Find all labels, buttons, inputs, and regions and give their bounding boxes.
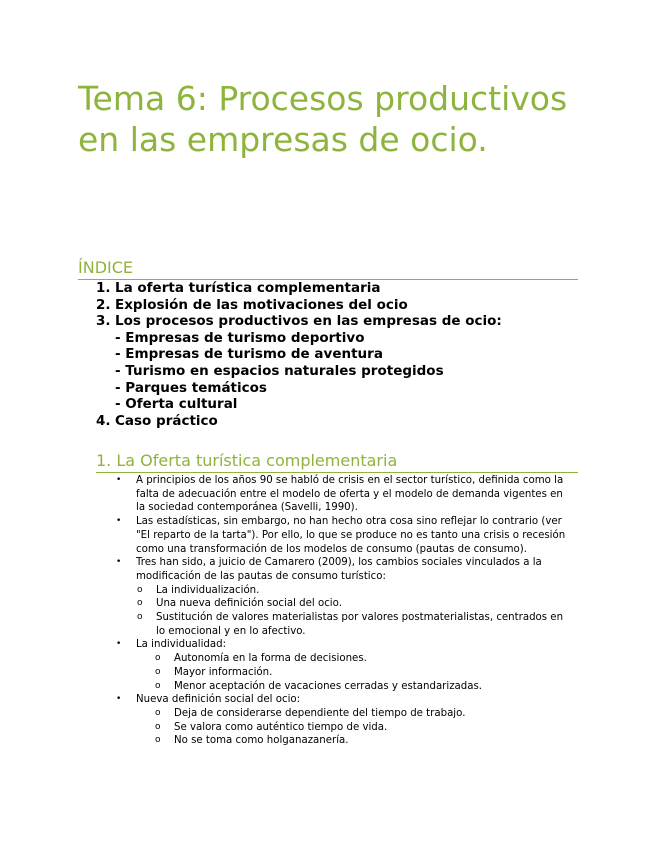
bullet-marker: • (116, 516, 122, 527)
toc-item-number: 3. (96, 313, 111, 330)
list-item-text: Se valora como auténtico tiempo de vida. (174, 721, 388, 733)
toc-subitem (96, 363, 556, 380)
toc-item-number: 1. (96, 280, 111, 296)
list-subitem (137, 611, 572, 638)
bullet-marker: o (155, 735, 161, 746)
bullet-marker: • (116, 694, 122, 705)
toc-subitem (96, 330, 556, 347)
toc-subitem-label: - Turismo en espacios naturales protegidos (115, 362, 444, 379)
list-item-text: Las estadísticas, sin embargo, no han hecho otra cosa sino reflejar lo contrario (ver "El reparto de la tarta"). Por ello, lo que se produce no es tanto una crisis o recesión como una transformación de los modelos de consumo (pautas de consumo). (136, 516, 566, 555)
list-item-text: Una nueva definición social del ocio. (156, 598, 342, 610)
list-item-text: Menor aceptación de vacaciones cerradas y estandarizadas. (174, 680, 483, 692)
bullet-marker: o (137, 584, 143, 595)
list-subitem (155, 666, 572, 680)
bullet-marker: o (155, 666, 161, 677)
bullet-marker: • (116, 639, 122, 650)
bullet-marker: o (155, 721, 161, 732)
list-item-text: Autonomía en la forma de decisiones. (174, 653, 367, 665)
page-title: Tema 6: Procesos productivos en las empresas de ocio. (78, 79, 568, 159)
list-subitem (155, 734, 572, 748)
toc-item-label: La oferta turística complementaria (115, 280, 381, 296)
toc-item (96, 413, 556, 430)
indice-heading: ÍNDICE (78, 258, 578, 280)
indice-list (96, 280, 556, 429)
list-subitem (155, 652, 572, 666)
bullet-marker: • (116, 475, 122, 485)
bullet-marker: o (137, 612, 143, 623)
bullet-marker: o (155, 707, 161, 718)
bullet-marker: • (116, 557, 122, 568)
list-item-text: Tres han sido, a juicio de Camarero (2009), los cambios sociales vinculados a la modificación de las pautas de consumo turístico: (136, 557, 542, 582)
list-item-text: La individualidad: (136, 639, 227, 651)
list-item (116, 474, 572, 515)
toc-subitem (96, 380, 556, 397)
toc-item-number: 2. (96, 296, 111, 313)
section-heading: 1. La Oferta turística complementaria (96, 451, 578, 473)
list-subitem (137, 584, 572, 598)
list-item-text: Mayor información. (174, 666, 273, 678)
toc-subitem (96, 396, 556, 413)
toc-subitem-label: - Empresas de turismo de aventura (115, 346, 383, 363)
toc-subitem-label: - Oferta cultural (115, 396, 238, 413)
list-subitem (137, 597, 572, 611)
list-subitem (155, 680, 572, 694)
list-item (116, 693, 572, 707)
list-item-text: La individualización. (156, 584, 260, 596)
bullet-marker: o (155, 653, 161, 664)
list-item-text: Nueva definición social del ocio: (136, 694, 301, 706)
bullet-marker: o (155, 680, 161, 691)
toc-item-label: Explosión de las motivaciones del ocio (115, 296, 408, 313)
toc-subitem-label: - Empresas de turismo deportivo (115, 329, 365, 346)
list-subitem (155, 721, 572, 735)
list-item-text: Sustitución de valores materialistas por valores postmaterialistas, centrados en lo emocional y en lo afectivo. (156, 612, 564, 637)
list-item-text: No se toma como holganazanería. (174, 735, 349, 747)
toc-item-label: Los procesos productivos en las empresas de ocio: (115, 313, 502, 330)
toc-subitem (96, 346, 556, 363)
toc-item-number: 4. (96, 412, 111, 429)
list-item-text: A principios de los años 90 se habló de crisis en el sector turístico, definida como la falta de adecuación entre el modelo de oferta y el modelo de demanda vigentes en la sociedad contemporánea (Savelli, 1990). (136, 475, 564, 514)
toc-item-label: Caso práctico (115, 412, 218, 429)
toc-item (96, 313, 556, 330)
list-item-text: Deja de considerarse dependiente del tiempo de trabajo. (174, 707, 466, 719)
toc-subitem-label: - Parques temáticos (115, 379, 267, 396)
toc-item (96, 280, 556, 297)
list-item (116, 638, 572, 652)
list-item (116, 556, 572, 583)
list-item (116, 515, 572, 556)
bullet-marker: o (137, 598, 143, 609)
list-subitem (155, 707, 572, 721)
toc-item (96, 297, 556, 314)
section-body (0, 474, 655, 748)
